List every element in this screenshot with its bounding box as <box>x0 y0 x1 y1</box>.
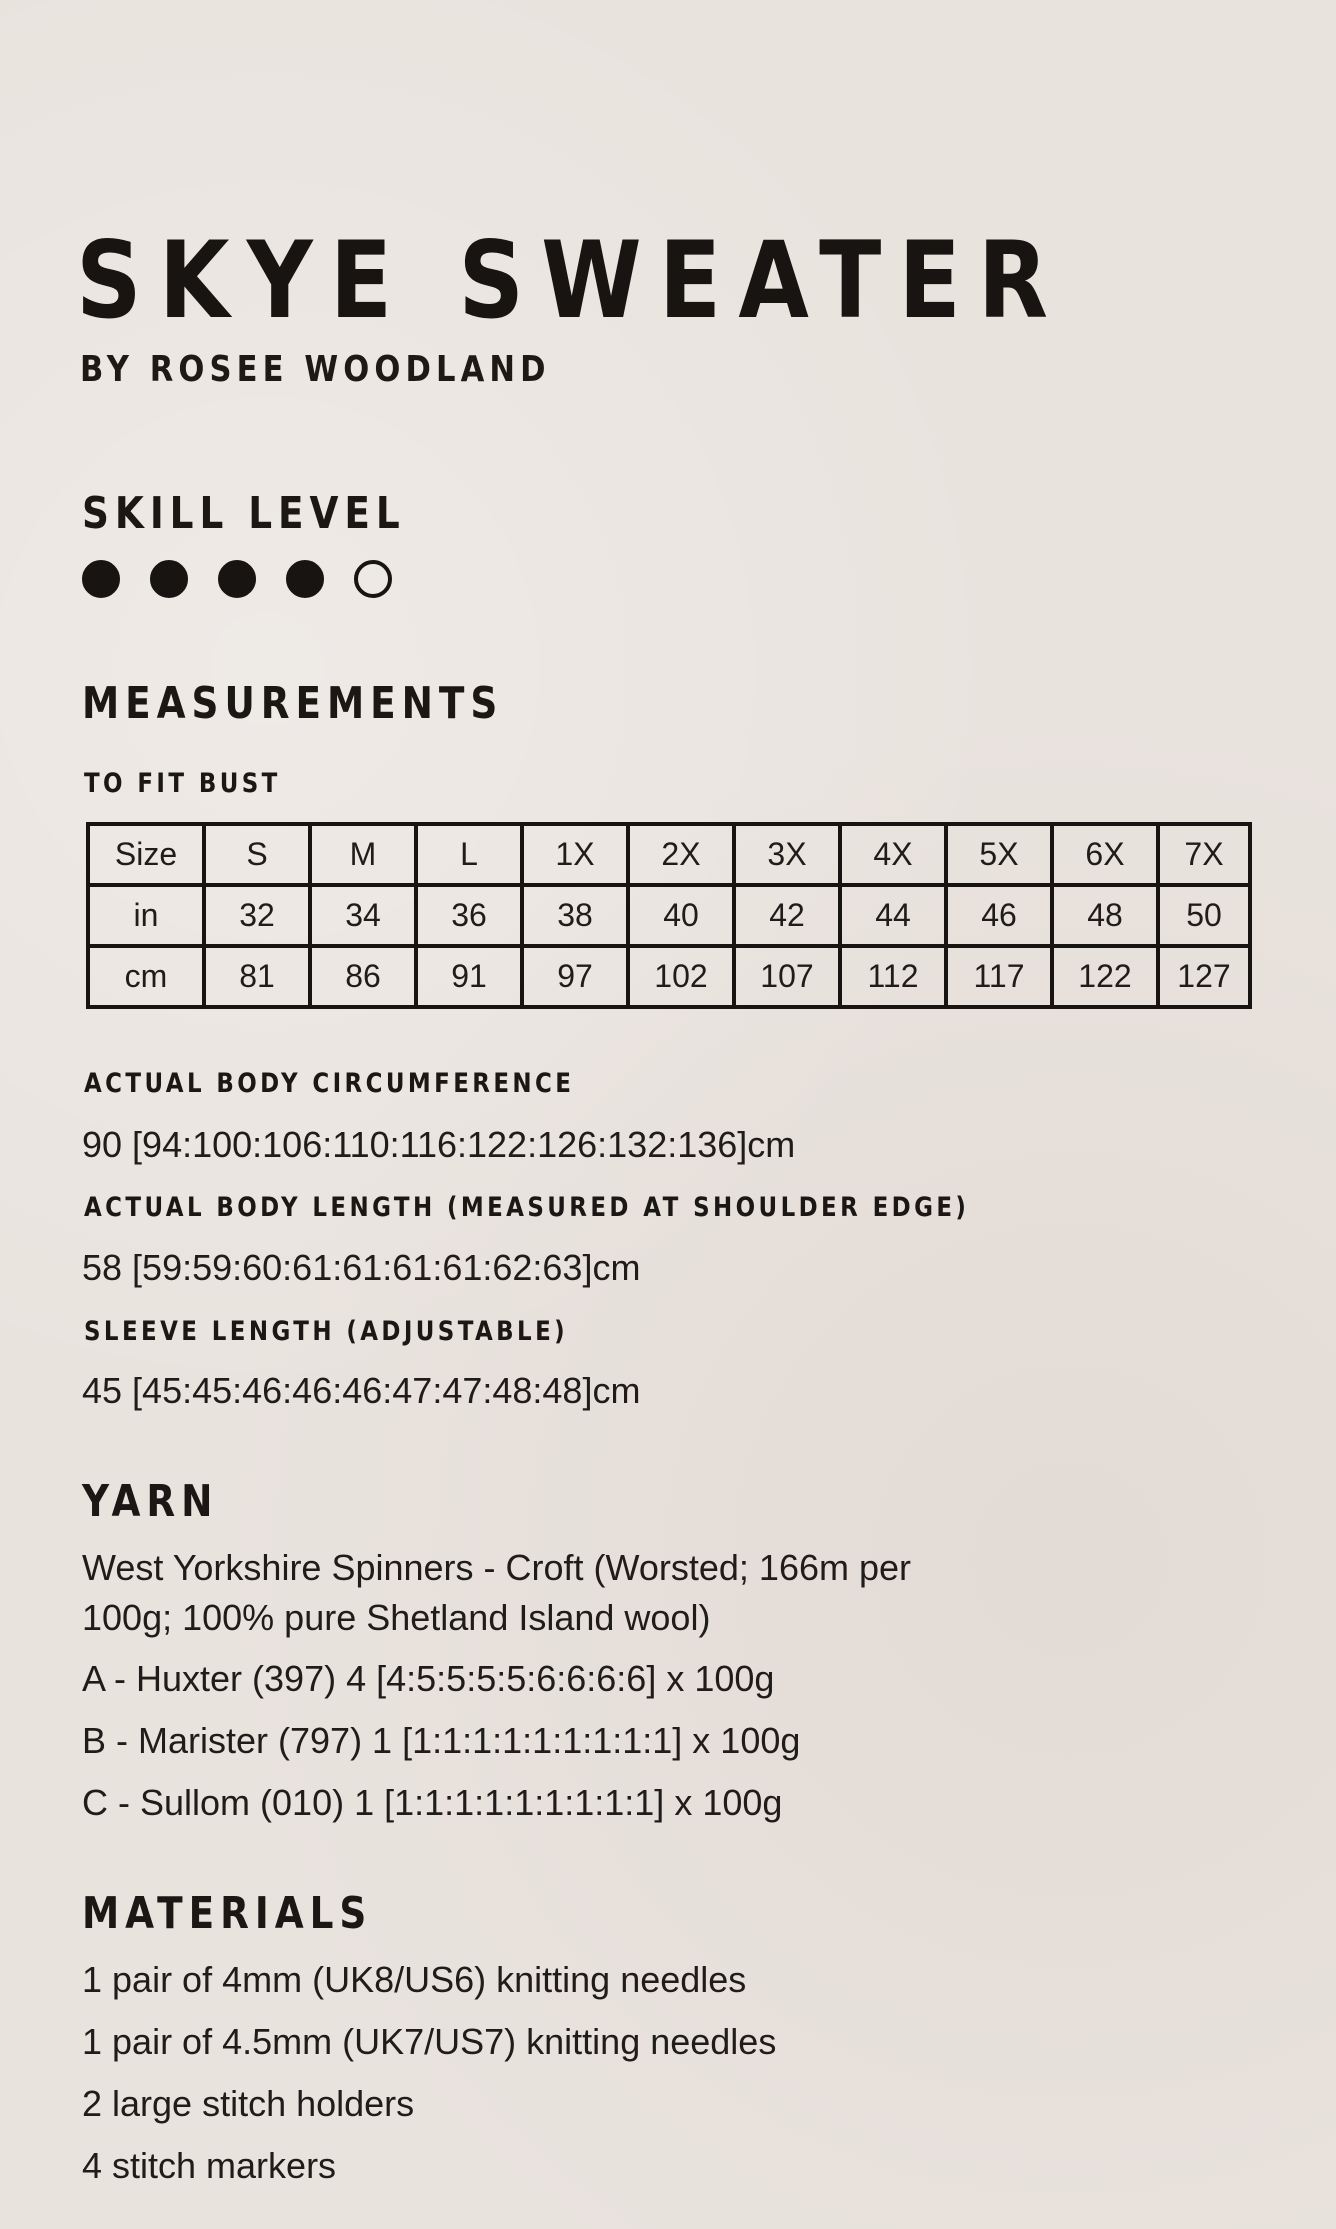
designer-byline: BY ROSEE WOODLAND <box>80 349 551 390</box>
materials-item: 1 pair of 4mm (UK8/US6) knitting needles <box>82 1959 747 2000</box>
table-cell: 107 <box>734 946 840 1007</box>
yarn-description-line: 100g; 100% pure Shetland Island wool) <box>82 1597 711 1638</box>
table-cell: 1X <box>522 824 628 885</box>
table-cell: 81 <box>204 946 310 1007</box>
skill-dot-empty-icon <box>354 560 392 598</box>
skill-level-rating <box>82 560 392 598</box>
table-row <box>88 885 1250 946</box>
table-cell: 86 <box>310 946 416 1007</box>
sleeve-length-label: SLEEVE LENGTH (ADJUSTABLE) <box>84 1316 569 1347</box>
table-cell: 2X <box>628 824 734 885</box>
table-cell: 122 <box>1052 946 1158 1007</box>
circumference-label: ACTUAL BODY CIRCUMFERENCE <box>84 1068 575 1099</box>
skill-dot-filled-icon <box>218 560 256 598</box>
table-row-label: Size <box>88 824 204 885</box>
materials-item: 2 large stitch holders <box>82 2083 415 2124</box>
table-cell: 102 <box>628 946 734 1007</box>
table-cell: 127 <box>1158 946 1250 1007</box>
sleeve-length-value: 45 [45:45:46:46:46:47:47:48:48]cm <box>82 1370 641 1411</box>
table-row-label: cm <box>88 946 204 1007</box>
pattern-title: SKYE SWEATER <box>76 219 1066 342</box>
table-cell: 34 <box>310 885 416 946</box>
table-cell: 3X <box>734 824 840 885</box>
table-cell: 40 <box>628 885 734 946</box>
table-cell: 36 <box>416 885 522 946</box>
materials-item: 4 stitch markers <box>82 2145 337 2186</box>
table-cell: 50 <box>1158 885 1250 946</box>
table-cell: 42 <box>734 885 840 946</box>
table-cell: M <box>310 824 416 885</box>
table-cell: 6X <box>1052 824 1158 885</box>
table-cell: 48 <box>1052 885 1158 946</box>
measurements-heading: MEASUREMENTS <box>82 678 504 729</box>
table-cell: 5X <box>946 824 1052 885</box>
table-cell: 32 <box>204 885 310 946</box>
table-cell: L <box>416 824 522 885</box>
yarn-description-line: West Yorkshire Spinners - Croft (Worsted; 166m per <box>82 1547 912 1588</box>
skill-dot-filled-icon <box>150 560 188 598</box>
table-cell: 46 <box>946 885 1052 946</box>
table-row <box>88 824 1250 885</box>
yarn-color-item: B - Marister (797) 1 [1:1:1:1:1:1:1:1:1] x 100g <box>82 1720 801 1761</box>
table-cell: 4X <box>840 824 946 885</box>
materials-heading: MATERIALS <box>82 1888 373 1939</box>
skill-dot-filled-icon <box>82 560 120 598</box>
body-length-value: 58 [59:59:60:61:61:61:61:62:63]cm <box>82 1247 641 1288</box>
bust-size-table <box>86 822 1252 1009</box>
yarn-heading: YARN <box>82 1476 219 1527</box>
table-row <box>88 946 1250 1007</box>
yarn-color-item: A - Huxter (397) 4 [4:5:5:5:5:6:6:6:6] x 100g <box>82 1658 775 1699</box>
materials-item: 1 pair of 4.5mm (UK7/US7) knitting needles <box>82 2021 777 2062</box>
skill-level-heading: SKILL LEVEL <box>82 488 406 539</box>
circumference-value: 90 [94:100:106:110:116:122:126:132:136]cm <box>82 1124 796 1165</box>
skill-dot-filled-icon <box>286 560 324 598</box>
table-cell: 44 <box>840 885 946 946</box>
table-cell: S <box>204 824 310 885</box>
yarn-color-item: C - Sullom (010) 1 [1:1:1:1:1:1:1:1:1] x 100g <box>82 1782 783 1823</box>
table-cell: 112 <box>840 946 946 1007</box>
table-cell: 97 <box>522 946 628 1007</box>
table-cell: 117 <box>946 946 1052 1007</box>
table-cell: 38 <box>522 885 628 946</box>
table-cell: 91 <box>416 946 522 1007</box>
to-fit-bust-label: TO FIT BUST <box>84 768 281 799</box>
body-length-label: ACTUAL BODY LENGTH (MEASURED AT SHOULDER EDGE) <box>84 1192 970 1223</box>
table-row-label: in <box>88 885 204 946</box>
table-cell: 7X <box>1158 824 1250 885</box>
